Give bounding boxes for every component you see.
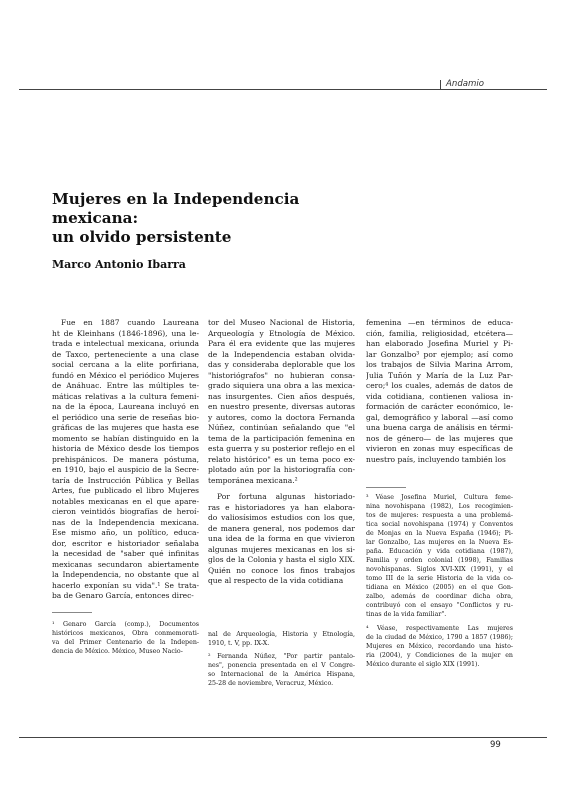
body-line: ción, familia, religiosidad, etcétera— (366, 328, 513, 338)
body-line: de Anáhuac. Entre las múltiples te- (52, 381, 199, 390)
body-line: trada e intelectual mexicana, oriunda (52, 339, 199, 348)
body-line: nos de género— de las mujeres que (366, 433, 513, 443)
body-line: lar Gonzalbo³ por ejemplo; así como (366, 349, 513, 359)
footnote-line: México durante el siglo XIX (1991). (366, 661, 480, 668)
body-line: mexicanas secundaron abiertamente (52, 559, 199, 569)
body-line: en nuestro presente, diversas autoras (208, 402, 355, 411)
footnote-3 (366, 493, 513, 619)
body-line: grado siquiera una obra a las mexica- (208, 381, 355, 390)
body-line: han elaborado Josefina Muriel y Pi- (366, 339, 513, 348)
body-column-3 (366, 318, 513, 465)
body-line: temporánea mexicana.² (208, 475, 298, 485)
footnote-line: tomo III de la serie Historia de la vida co- (366, 575, 513, 582)
title-line-2: un olvido persistente (52, 228, 232, 246)
body-line: máticas relativas a la cultura femeni- (52, 391, 199, 401)
body-line: en 1910, bajo el auspicio de la Secre- (52, 465, 199, 474)
body-line: tor del Museo Nacional de Historia, (208, 318, 355, 327)
body-line: gal, demográfico y laboral —así como (366, 412, 513, 422)
body-line: tema de la participación femenina en (208, 433, 355, 443)
footnote-line: ² Fernanda Núñez, "Por partir pantalo- (208, 653, 355, 660)
body-line: y autores, como la doctora Fernanda (208, 412, 355, 422)
body-line: una idea de la forma en que vivieron (208, 534, 355, 543)
footnote-line: 1910, t. V, pp. IX-X. (208, 640, 270, 647)
section-label: Andamio (446, 79, 485, 89)
body-line: los trabajos de Silvia Marina Arrom, (366, 360, 513, 369)
page-number: 99 (490, 740, 501, 750)
footnote-line: contribuyó con el ensayo "Conflictos y ru- (366, 602, 513, 609)
body-line: nas de la Independencia mexicana. (52, 517, 199, 527)
body-line: una buena carga de análisis en térmi- (366, 423, 513, 432)
footnote-line: tinas de la vida familiar". (366, 611, 447, 618)
body-line: que al respecto de la vida cotidiana (208, 576, 344, 585)
footnote-line: lar Gonzalbo, Las mujeres en la Nueva Es- (366, 539, 513, 546)
body-line: glos de la Colonia y hasta el siglo XIX. (208, 555, 355, 564)
body-line: na de la época, Laureana incluyó en (52, 402, 199, 411)
body-line: dor, escritor e historiador señalaba (52, 538, 199, 548)
article-title (52, 190, 382, 247)
body-line: Por fortuna algunas historiado- (217, 492, 355, 501)
body-line: vida cotidiana, contienen valiosa in- (366, 391, 513, 401)
body-line: "historiógrafos" no hubieran consa- (208, 370, 355, 380)
body-line: ba de Genaro García, entonces direc- (52, 591, 194, 600)
footnote-1-continued (208, 630, 355, 648)
footnote-rule-3 (366, 487, 406, 488)
body-line: Ese mismo año, un político, educa- (52, 528, 199, 537)
body-line: do valiosísimos estudios con los que, (208, 513, 355, 522)
header-tick (440, 80, 441, 89)
footnote-line: Mujeres en México, recordando una histo- (366, 643, 513, 650)
body-line: cero;⁴ los cuales, además de datos de (366, 381, 513, 390)
body-line: femenina —en términos de educa- (366, 318, 513, 327)
body-line: Para él era evidente que las mujeres (208, 339, 355, 348)
footnote-line: de la ciudad de México, 1790 a 1857 (1986); (366, 634, 513, 641)
body-column-2 (208, 318, 355, 587)
body-line: Artes, fue publicado el libro Mujeres (52, 486, 199, 495)
footnote-line: ¹ Genaro García (comp.), Documentos (52, 621, 199, 628)
footnote-4 (366, 624, 513, 669)
body-line: formación de carácter económico, le- (366, 402, 513, 411)
body-line: el periódico una serie de reseñas bio- (52, 412, 199, 422)
body-line: de manera general, nos podemos dar (208, 523, 355, 533)
body-line: momento se habían distinguido en la (52, 433, 199, 443)
body-column-1 (52, 318, 199, 602)
footer-rule (19, 737, 547, 738)
body-line: gráficas de las mujeres que hasta ese (52, 423, 199, 432)
footnote-rule-1 (52, 612, 92, 613)
footnote-line: zalbo, además de coordinar dicha obra, (366, 593, 513, 600)
body-line: nuestro país, incluyendo también los (366, 454, 506, 464)
footnote-line: novohispanas. Siglos XVI-XIX (1991), y el (366, 566, 513, 573)
footnote-line: ³ Véase Josefina Muriel, Cultura feme- (366, 494, 513, 501)
footnote-line: ria (2004), y Condiciones de la mujer en (366, 652, 513, 659)
footnote-line: nina novohispana (1982), Los recogimien- (366, 503, 513, 510)
title-line-1: Mujeres en la Independencia mexicana: (52, 190, 300, 227)
article-author: Marco Antonio Ibarra (52, 258, 186, 271)
body-line: notables mexicanas en el que apare- (52, 496, 199, 506)
body-line: de Taxco, perteneciente a una clase (52, 349, 199, 359)
body-line: hacerlo exponían su vida".¹ Se trata- (52, 580, 199, 590)
header-rule (19, 89, 547, 90)
footnote-line: 25-28 de noviembre, Veracruz, México. (208, 680, 334, 687)
body-line: la necesidad de "saber qué infinitas (52, 549, 199, 558)
body-line: de la Independencia estaban olvida- (208, 349, 355, 359)
body-line: plotado aún por la historiografía con- (208, 465, 355, 474)
body-line: ras e historiadores ya han elabora- (208, 502, 355, 512)
body-line: historia de México desde los tiempos (52, 444, 199, 453)
footnote-line: históricos mexicanos, Obra conmemorati- (52, 630, 199, 637)
body-line: vivieron en zonas muy específicas de (366, 444, 513, 453)
body-line: nas insurgentes. Cien años después, (208, 391, 355, 401)
body-line: Quién no conoce los finos trabajos (208, 565, 355, 575)
footnote-line: Familia y orden colonial (1998), Familias (366, 557, 513, 564)
body-line: social cercana a la elite porfiriana, (52, 360, 199, 369)
body-line: Fue en 1887 cuando Laureana (61, 318, 199, 327)
body-line: esta guerra y su posterior reflejo en el (208, 444, 355, 453)
body-line: taría de Instrucción Pública y Bellas (52, 475, 199, 485)
footnote-line: tidiana en México (2005) en el que Gon- (366, 584, 513, 591)
body-line: Julia Tuñón y María de la Luz Par- (366, 370, 513, 380)
body-line: Núñez, continúan señalando que "el (208, 423, 355, 432)
footnote-line: tos de mujeres: respuesta a una problemá- (366, 512, 513, 519)
footnote-line: nes", ponencia presentada en el V Congre- (208, 662, 355, 669)
footnote-line: nal de Arqueología, Historia y Etnología, (208, 631, 355, 638)
body-line: fundó en México el periódico Mujeres (52, 370, 199, 380)
footnote-line: paña. Educación y vida cotidiana (1987), (366, 548, 513, 555)
body-line: algunas mujeres mexicanas en los si- (208, 544, 355, 554)
body-line: relato histórico" es un tema poco ex- (208, 454, 355, 464)
body-line: ht de Kleinhans (1846-1896), una le- (52, 328, 199, 338)
footnote-line: ⁴ Véase, respectivamente Las mujeres (366, 625, 513, 632)
footnote-1 (52, 620, 199, 656)
body-line: prehispánicos. De manera póstuma, (52, 454, 199, 464)
footnote-line: tica social novohispana (1974) y Conventos (366, 521, 513, 528)
body-line: Arqueología y Etnología de México. (208, 328, 355, 338)
body-line: cieron veintidós biografías de heroí- (52, 507, 199, 516)
body-line: das y consideraba deplorable que los (208, 360, 355, 369)
footnote-line: de Monjas en la Nueva España (1946); Pi- (366, 530, 513, 537)
footnote-2 (208, 652, 355, 688)
footnote-line: so Internacional de la América Hispana, (208, 671, 355, 678)
footnote-line: va del Primer Centenario de la Indepen- (52, 639, 199, 646)
footnote-line: dencia de México. México, Museo Nacio- (52, 648, 183, 655)
body-line: la Independencia, no obstante que al (52, 570, 199, 579)
